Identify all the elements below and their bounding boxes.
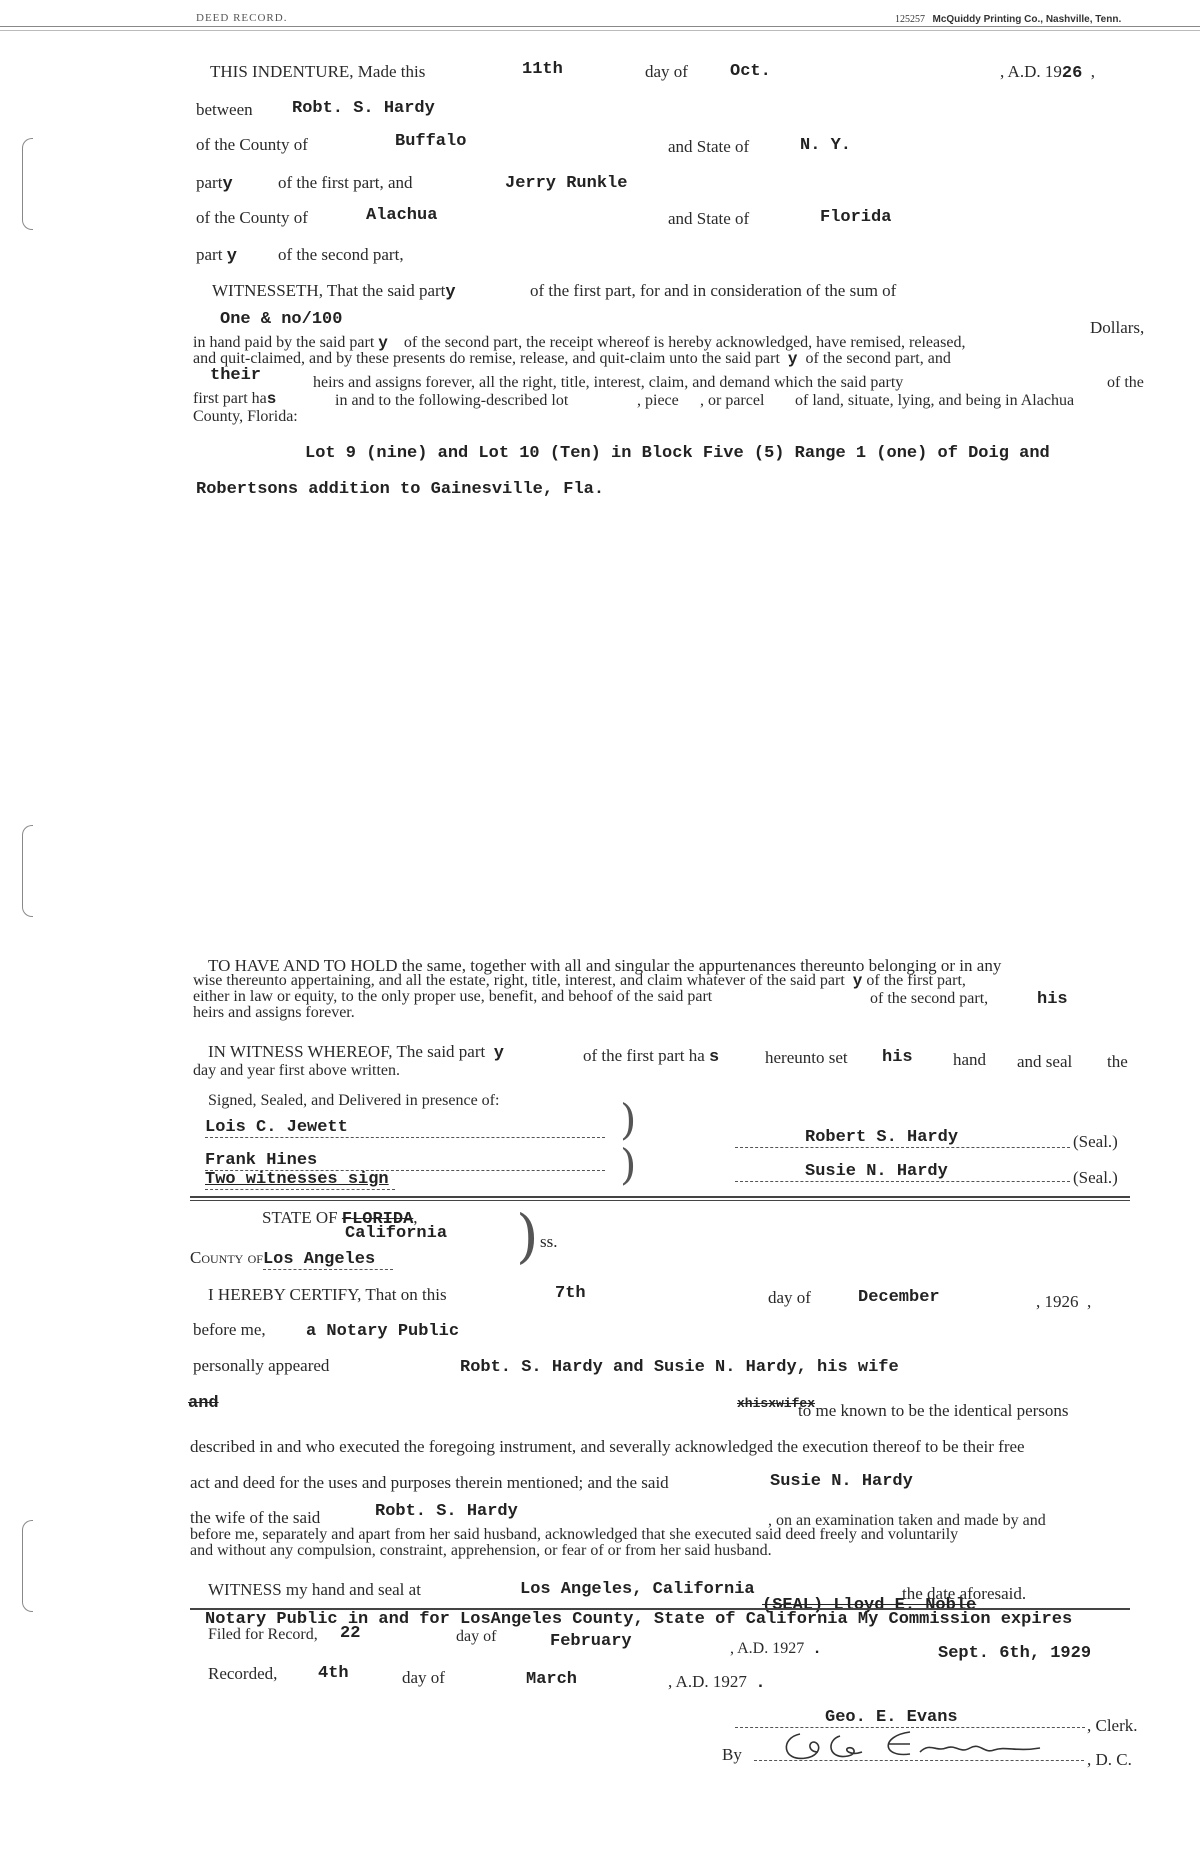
grantor-name: Robt. S. Hardy (292, 99, 435, 118)
certificate-desc-2: act and deed for the uses and purposes therein mentioned; and the said (190, 1473, 669, 1492)
commission-expires: Sept. 6th, 1929 (938, 1644, 1092, 1663)
second-part-label: of the second part, (278, 245, 404, 264)
filed-label: Filed for Record, (208, 1626, 318, 1643)
second-party-line: part y (196, 245, 237, 266)
notary-commission: Notary Public in and for LosAngeles County, State of California My Commission expires (205, 1610, 1073, 1629)
first-state-label: and State of (668, 137, 750, 156)
habendum-his: his (1037, 990, 1068, 1009)
habendum-line-3: either in law or equity, to the only proper use, benefit, and behoof of the said part (193, 988, 713, 1005)
deputy-signature-icon (770, 1722, 1070, 1768)
grant-line-1: in hand paid by the said part y of the second part, the receipt whereof is hereby acknowledged, have remised, released, (193, 334, 966, 352)
grant-line-4: first part has (193, 390, 277, 408)
header-rule-secondary (0, 30, 1200, 31)
section-divider (190, 1196, 1130, 1198)
testimonium-his: his (882, 1048, 913, 1067)
husband-name: Robt. S. Hardy (375, 1502, 518, 1521)
venue-state-struck: FLORIDA (341, 1210, 414, 1229)
indenture-year-digits: 26 (1061, 64, 1083, 83)
venue-state: STATE OF FLORIDA, (262, 1208, 418, 1229)
testimonium-hand: hand (953, 1050, 987, 1069)
property-description-line-2: Robertsons addition to Gainesville, Fla. (196, 480, 605, 499)
form-number: 125257 (895, 14, 925, 25)
witness-brace: ) (620, 1140, 637, 1189)
witness-2: Frank Hines (205, 1151, 605, 1171)
indenture-year: , A.D. 1926 , (1000, 62, 1096, 83)
certificate-month: December (858, 1288, 940, 1307)
property-description-line-1: Lot 9 (nine) and Lot 10 (Ten) in Block Five (5) Range 1 (one) of Doig and (305, 444, 1050, 463)
known-label: to me known to be the identical persons (798, 1401, 1069, 1420)
testimonium-the: the (1107, 1052, 1128, 1071)
printer-imprint (895, 14, 1121, 25)
seal-2: (Seal.) (1073, 1168, 1118, 1187)
exam-line-1: , on an examination taken and made by and (768, 1512, 1046, 1529)
filed-day-of: day of (456, 1628, 497, 1645)
second-state: Florida (820, 208, 892, 227)
dollars-label: Dollars, (1090, 318, 1145, 337)
between-label: between (196, 100, 253, 119)
filed-day: 22 (340, 1624, 361, 1643)
and-struck: and (188, 1394, 219, 1413)
filed-month: February (550, 1632, 632, 1651)
by-label: By (722, 1745, 742, 1764)
first-party-line: party (196, 173, 233, 194)
grantee-name: Jerry Runkle (505, 174, 628, 193)
deed-record-heading: DEED RECORD. (196, 12, 288, 24)
certificate-lead: I HEREBY CERTIFY, That on this (208, 1285, 447, 1304)
recorded-month: March (526, 1670, 578, 1689)
venue-ss: ss. (540, 1232, 558, 1251)
margin-punch-mark (22, 825, 33, 917)
indenture-lead: THIS INDENTURE, Made this (210, 62, 426, 81)
appeared-label: personally appeared (193, 1356, 330, 1375)
venue-brace: ) (516, 1202, 539, 1270)
grant-line-4-lot: in and to the following-described lot (335, 392, 569, 409)
testimonium-seal: and seal (1017, 1052, 1073, 1071)
notary-officer: a Notary Public (306, 1322, 460, 1341)
indenture-month: Oct. (730, 62, 771, 81)
before-label: before me, (193, 1320, 266, 1339)
testimonium-line-2: day and year first above written. (193, 1062, 401, 1079)
first-county-label: of the County of (196, 135, 308, 154)
grant-line-4-piece: , piece (637, 392, 679, 409)
testimonium-set: hereunto set (765, 1048, 848, 1067)
recorded-day: 4th (318, 1664, 349, 1683)
wife-of-label: the wife of the said (190, 1508, 321, 1527)
exam-line-2: before me, separately and apart from her said husband, acknowledged that she executed said deed freely and voluntarily (190, 1526, 959, 1543)
habendum-line-1: TO HAVE AND TO HOLD the same, together with all and singular the appurtenances thereunto belonging or in any (208, 956, 1002, 975)
appeared-persons: Robt. S. Hardy and Susie N. Hardy, his wife (460, 1358, 899, 1377)
indenture-day: 11th (522, 60, 563, 79)
second-county: Alachua (366, 206, 438, 225)
first-part-label: of the first part, and (278, 173, 413, 192)
certificate-day: 7th (555, 1284, 586, 1303)
venue-state-name: California (345, 1224, 448, 1243)
filed-year: , A.D. 1927 . (730, 1640, 822, 1658)
witnesseth-tail: of the first part, for and in consideration of the sum of (530, 281, 897, 300)
grant-line-4-land: of land, situate, lying, and being in Alachua (795, 392, 1075, 409)
grant-line-5: County, Florida: (193, 408, 298, 425)
header-rule (0, 26, 1200, 27)
habendum-line-2: wise thereunto appertaining, and all the estate, right, title, interest, and claim whatever of the said part y of the first part, (193, 972, 966, 990)
exam-line-3: and without any compulsion, constraint, apprehension, or fear of or from her said husband. (190, 1542, 772, 1559)
first-state: N. Y. (800, 136, 852, 155)
witness-brace: ) (620, 1095, 637, 1144)
date-aforesaid: the date aforesaid. (902, 1584, 1027, 1603)
clerk-signature: Geo. E. Evans (735, 1708, 1085, 1728)
spouse-struck: xhisxwifex (737, 1396, 816, 1411)
witness-hand-label: WITNESS my hand and seal at (208, 1580, 421, 1599)
certificate-day-of: day of (768, 1288, 811, 1307)
indenture-day-of: day of (645, 62, 688, 81)
recorded-year: , A.D. 1927 . (668, 1672, 766, 1693)
grantor-signature-2: Susie N. Hardy (735, 1162, 1070, 1182)
grant-line-2: and quit-claimed, and by these presents do remise, release, and quit-claim unto the said part y of the second part, and (193, 350, 951, 368)
margin-punch-mark (22, 138, 33, 230)
certificate-year: , 1926 , (1036, 1292, 1092, 1311)
printer-name: McQuiddy Printing Co., Nashville, Tenn. (932, 14, 1122, 25)
consideration-sum: One & no/100 (220, 310, 343, 329)
second-county-label: of the County of (196, 208, 308, 227)
clerk-label: , Clerk. (1087, 1716, 1138, 1735)
first-county: Buffalo (395, 132, 467, 151)
second-state-label: and State of (668, 209, 750, 228)
witnesseth-lead: WITNESSETH, That the said party (212, 281, 456, 302)
witness-1: Lois C. Jewett (205, 1118, 605, 1138)
venue-county: County ofLos Angeles (190, 1248, 393, 1270)
heirs-pronoun: their (210, 366, 262, 385)
grantor-signature-1: Robert S. Hardy (735, 1128, 1070, 1148)
recorded-day-of: day of (402, 1668, 445, 1687)
notary-seal: (SEAL) Lloyd E. Noble (762, 1596, 977, 1615)
grant-line-3-end: of the (1107, 374, 1144, 391)
habendum-line-3-end: of the second part, (870, 990, 989, 1007)
testimonium-line: IN WITNESS WHEREOF, The said part y (208, 1042, 504, 1063)
witness-note: Two witnesses sign (205, 1170, 395, 1190)
certificate-desc-1: described in and who executed the foregoing instrument, and severally acknowledged the execution thereof to be their free (190, 1437, 1025, 1456)
notary-place: Los Angeles, California (520, 1580, 755, 1599)
recorded-label: Recorded, (208, 1664, 278, 1683)
margin-punch-mark (22, 1520, 33, 1612)
wife-name: Susie N. Hardy (770, 1472, 913, 1491)
dc-label: , D. C. (1087, 1750, 1132, 1769)
grant-line-3: heirs and assigns forever, all the right, title, interest, claim, and demand which the said party (313, 374, 904, 391)
section-divider-thin (190, 1200, 1130, 1201)
seal-1: (Seal.) (1073, 1132, 1118, 1151)
testimonium-mid: of the first part ha s (583, 1046, 720, 1067)
presence-label: Signed, Sealed, and Delivered in presence of: (208, 1092, 500, 1109)
grant-line-4-parcel: , or parcel (700, 392, 765, 409)
habendum-line-4: heirs and assigns forever. (193, 1004, 355, 1021)
